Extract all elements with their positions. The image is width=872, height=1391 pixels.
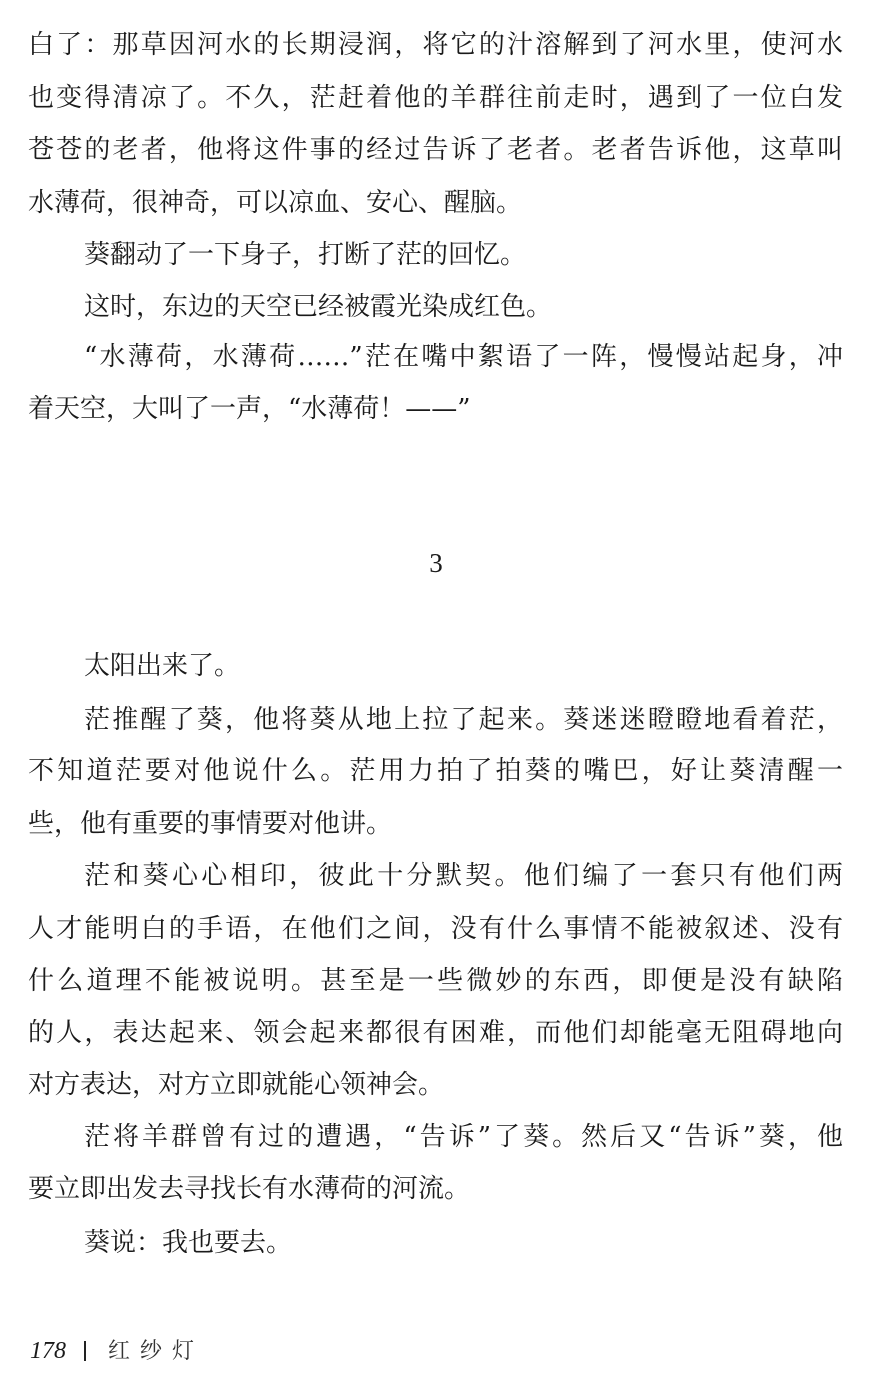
text-line: 这时，东边的天空已经被霞光染成红色。 (84, 292, 553, 322)
text-line: 葵翻动了一下身子，打断了茫的回忆。 (84, 240, 527, 270)
text-line: 茫推醒了葵，他将葵从地上拉了起来。葵迷迷瞪瞪地看着茫， (84, 705, 843, 735)
page-number: 178 (30, 1338, 66, 1364)
text-line: 对方表达，对方立即就能心领神会。 (28, 1070, 445, 1100)
text-line: 白了：那草因河水的长期浸润，将它的汁溶解到了河水里，使河水 (28, 30, 843, 60)
text-line: 要立即出发去寻找长有水薄荷的河流。 (28, 1174, 471, 1204)
text-line: 葵说：我也要去。 (84, 1228, 293, 1258)
footer-divider (84, 1341, 86, 1361)
text-line: 着天空，大叫了一声，“水薄荷！——” (28, 394, 471, 424)
book-title: 红纱灯 (108, 1339, 205, 1364)
text-line: 茫将羊群曾有过的遭遇，“告诉”了葵。然后又“告诉”葵，他 (84, 1122, 843, 1152)
text-line: 些，他有重要的事情要对他讲。 (28, 809, 393, 839)
page-footer (30, 1334, 204, 1368)
text-line: 的人，表达起来、领会起来都很有困难，而他们却能毫无阻碍地向 (28, 1018, 843, 1048)
text-line: 什么道理不能被说明。甚至是一些微妙的东西，即便是没有缺陷 (28, 966, 843, 996)
text-line: 水薄荷，很神奇，可以凉血、安心、醒脑。 (28, 188, 523, 218)
text-line: 人才能明白的手语，在他们之间，没有什么事情不能被叙述、没有 (28, 914, 843, 944)
text-line: 也变得清凉了。不久，茫赶着他的羊群往前走时，遇到了一位白发 (28, 83, 843, 113)
text-line: 不知道茫要对他说什么。茫用力拍了拍葵的嘴巴，好让葵清醒一 (28, 756, 843, 786)
text-line: “水薄荷，水薄荷……”茫在嘴中絮语了一阵，慢慢站起身，冲 (84, 342, 843, 372)
text-line: 茫和葵心心相印，彼此十分默契。他们编了一套只有他们两 (84, 861, 843, 891)
text-line: 苍苍的老者，他将这件事的经过告诉了老者。老者告诉他，这草叫 (28, 135, 843, 165)
text-line: 太阳出来了。 (84, 651, 241, 681)
section-number: 3 (429, 548, 443, 578)
